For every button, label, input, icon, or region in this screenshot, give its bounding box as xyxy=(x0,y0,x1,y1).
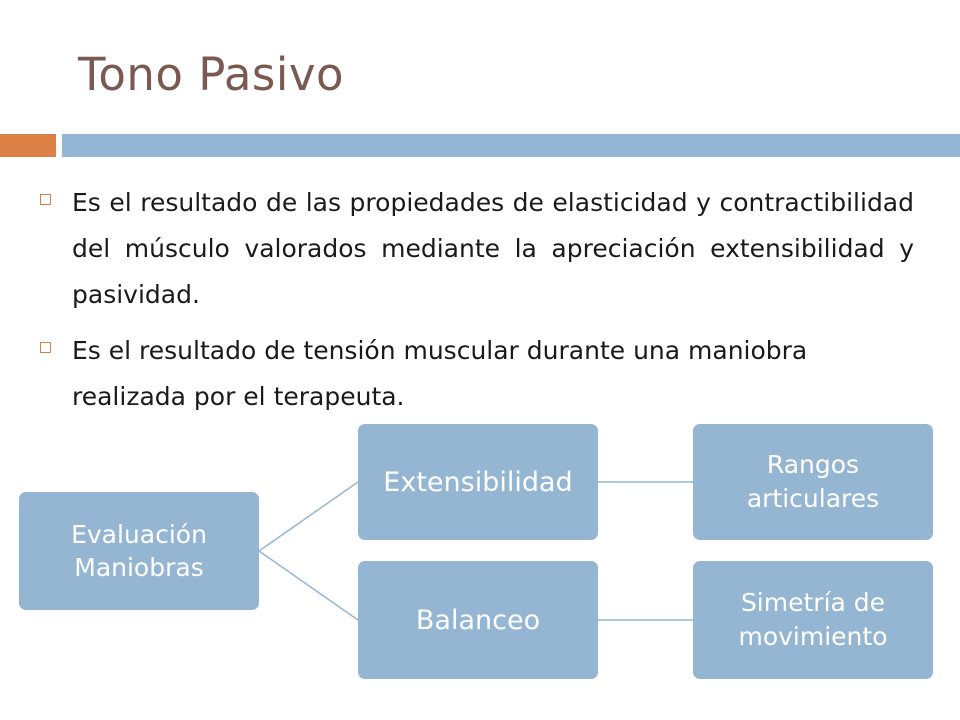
bullet-list xyxy=(38,180,914,430)
node-label-line: movimiento xyxy=(738,622,888,651)
slide-title: Tono Pasivo xyxy=(78,48,345,101)
square-bullet-icon xyxy=(40,194,51,205)
node-label-line: Simetría de xyxy=(740,588,886,617)
connector-root-extensibilidad xyxy=(259,482,358,551)
bullet-text: Es el resultado de las propiedades de elasticidad y contractibilidad del músculo valorados mediante la apreciación extensibilidad y pasividad. xyxy=(72,188,914,309)
node-label: Balanceo xyxy=(415,604,541,636)
node-evaluacion-maniobras xyxy=(19,492,259,610)
node-label-line: Rangos xyxy=(766,450,860,479)
bullet-item xyxy=(38,328,914,420)
node-rangos-articulares xyxy=(693,424,933,540)
node-simetria-movimiento xyxy=(693,561,933,679)
node-extensibilidad xyxy=(358,424,598,540)
node-label: Extensibilidad xyxy=(383,466,573,498)
node-label-line: articulares xyxy=(746,484,880,513)
bullet-text: Es el resultado de tensión muscular durante una maniobra realizada por el terapeuta. xyxy=(72,336,808,411)
title-underline-bar xyxy=(62,134,960,157)
node-balanceo xyxy=(358,561,598,679)
node-label-line: Maniobras xyxy=(74,553,204,582)
bullet-item xyxy=(38,180,914,318)
connector-root-balanceo xyxy=(259,551,358,620)
title-accent-bar xyxy=(0,134,56,157)
square-bullet-icon xyxy=(40,342,51,353)
node-label-line: Evaluación xyxy=(71,520,207,549)
